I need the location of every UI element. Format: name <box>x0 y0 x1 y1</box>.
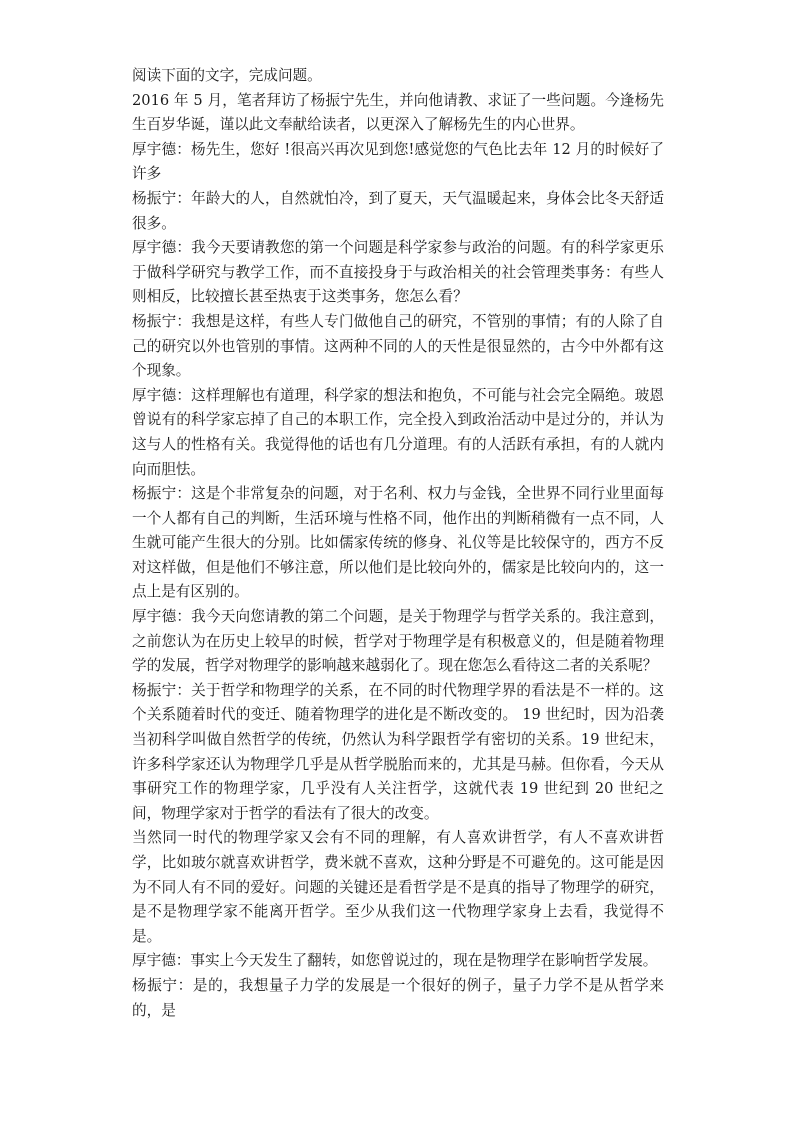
dialogue-paragraph: 杨振宁：年龄大的人，自然就怕冷，到了夏天，天气温暖起来，身体会比冬天舒适很多。 <box>132 189 664 232</box>
dialogue-paragraph: 厚宇德：我今天向您请教的第二个问题，是关于物理学与哲学关系的。我注意到，之前您认为在历史上较早的时候，哲学对于物理学是有积极意义的，但是随着物理学的发展，哲学对物理学的影响越来越弱化了。现在您怎么看待这二者的关系呢？ <box>132 608 664 675</box>
dialogue-paragraph: 杨振宁：这是个非常复杂的问题，对于名利、权力与金钱，全世界不同行业里面每一个人都有自己的判断，生活环境与性格不同，他作出的判断稍微有一点不同，人生就可能产生很大的分别。比如儒家传统的修身、礼仪等是比较保守的，西方不反对这样做，但是他们不够注意，所以他们是比较向外的，儒家是比较向内的，这一点上是有区别的。 <box>132 485 664 601</box>
dialogue-paragraph: 杨振宁：我想是这样，有些人专门做他自己的研究，不管别的事情；有的人除了自己的研究以外也管别的事情。这两种不同的人的天性是很显然的，古今中外都有这个现象。 <box>132 312 664 380</box>
instruction-paragraph: 阅读下面的文字，完成问题。 <box>132 67 322 84</box>
dialogue-paragraph: 厚宇德：我今天要请教您的第一个问题是科学家参与政治的问题。有的科学家更乐于做科学研究与教学工作，而不直接投身于与政治相关的社会管理类事务：有些人则相反，比较擅长甚至热衷于这类事务，您怎么看？ <box>132 239 664 306</box>
continuation-paragraph: 当然同一时代的物理学家又会有不同的理解，有人喜欢讲哲学，有人不喜欢讲哲学，比如玻尔就喜欢讲哲学，费米就不喜欢，这种分野是不可避免的。这可能是因为不同人有不同的爱好。问题的关键还是看哲学是不是真的指导了物理学的研究，是不是物理学家不能离开哲学。至少从我们这一代物理学家身上去看，我觉得不是。 <box>132 829 664 945</box>
document-body <box>132 64 664 1023</box>
dialogue-paragraph: 杨振宁：关于哲学和物理学的关系，在不同的时代物理学界的看法是不一样的。这个关系随着时代的变迁、随着物理学的进化是不断改变的。 19 世纪时，因为沿袭当初科学叫做自然哲学的传统，仍然认为科学跟哲学有密切的关系。19 世纪末，许多科学家还认为物理学几乎是从哲学脱胎而来的，尤其是马赫。但你看，今天从事研究工作的物理学家，几乎没有人关注哲学，这就代表 19 世纪到 20 世纪之间，物理学家对于哲学的看法有了很大的改变。 <box>132 681 664 822</box>
dialogue-paragraph: 厚宇德：事实上今天发生了翻转，如您曾说过的，现在是物理学在影响哲学发展。 <box>132 952 658 970</box>
dialogue-paragraph: 厚宇德：这样理解也有道理，科学家的想法和抱负，不可能与社会完全隔绝。玻恩曾说有的科学家忘掉了自己的本职工作，完全投入到政治活动中是过分的，并认为这与人的性格有关。我觉得他的话也有几分道理。有的人活跃有承担，有的人就内向而胆怯。 <box>132 386 664 478</box>
dialogue-paragraph: 厚宇德：杨先生，您好 !很高兴再次见到您!感觉您的气色比去年 12 月的时候好了许多 <box>132 140 664 183</box>
intro-paragraph: 2016 年 5 月，笔者拜访了杨振宁先生，并向他请教、求证了一些问题。今逢杨先生百岁华诞，谨以此文奉献给读者，以更深入了解杨先生的内心世界。 <box>132 91 664 134</box>
dialogue-paragraph: 杨振宁：是的，我想量子力学的发展是一个很好的例子，量子力学不是从哲学来的，是 <box>132 976 664 1019</box>
